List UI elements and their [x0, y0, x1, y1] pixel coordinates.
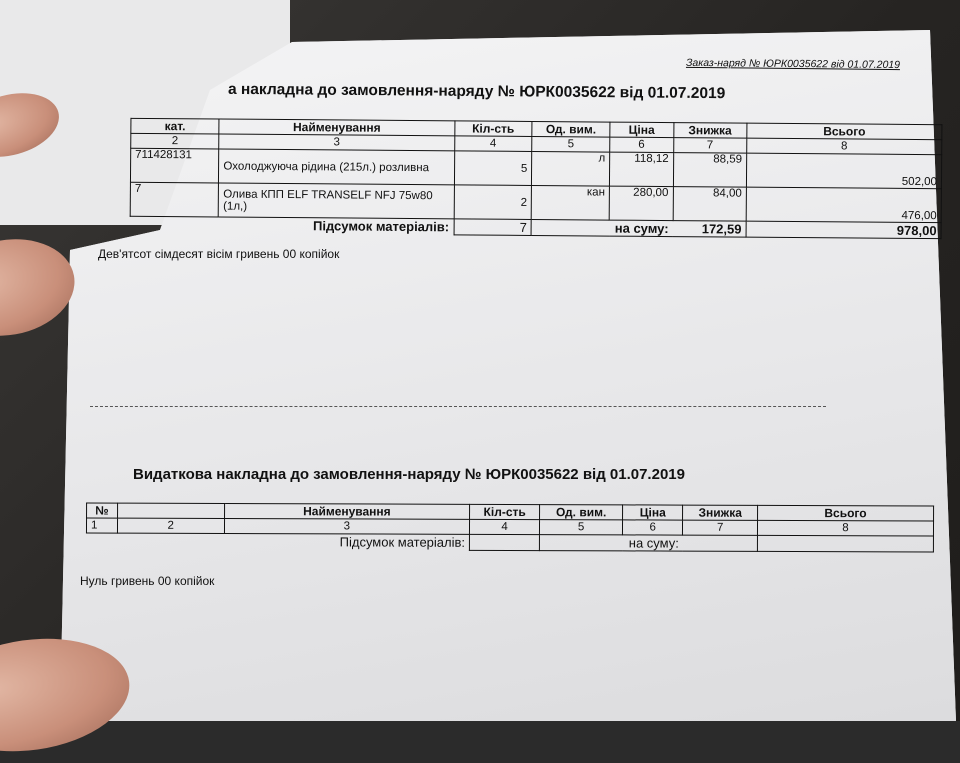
item-price: 280,00 [609, 186, 673, 220]
subtotal-qty: 7 [454, 219, 532, 236]
item-discount: 88,59 [673, 153, 747, 188]
col-price: Ціна [610, 122, 674, 137]
subtotal-row [86, 533, 933, 552]
col-number: 5 [540, 520, 623, 535]
col-discount: Знижка [683, 505, 758, 520]
col-number: 4 [470, 519, 540, 534]
col-name: Найменування [224, 504, 470, 520]
item-qty: 2 [454, 185, 532, 220]
cut-line [90, 406, 826, 407]
item-name: Охолоджуюча рідина (215л.) розливна [219, 149, 454, 185]
sum-label: на суму: [531, 219, 672, 236]
invoice2-table [86, 503, 934, 553]
subtotal-label: Підсумок матеріалів: [339, 534, 466, 551]
col-unit: Од. вим. [540, 505, 623, 520]
item-price: 118,12 [609, 152, 673, 186]
item-qty: 5 [454, 151, 532, 186]
sum-total [757, 535, 933, 552]
col-qty: Кіл-сть [470, 504, 540, 519]
sum-total: 978,00 [746, 221, 941, 239]
col-unit: Од. вим. [532, 121, 610, 137]
col-number: 1 [86, 518, 117, 533]
col-discount: Знижка [673, 123, 747, 139]
col-number: 2 [117, 518, 224, 533]
col-number: 8 [757, 520, 933, 536]
col-number: 6 [610, 137, 674, 152]
invoice1-amount-words: Дев'ятсот сімдесят вісім гривень 00 копійок [98, 247, 340, 261]
col-name: Найменування [219, 119, 454, 136]
col-number: 7 [683, 520, 758, 535]
col-code: кат. [131, 118, 219, 134]
col-number: 3 [219, 134, 454, 151]
col-total: Всього [757, 505, 933, 521]
col-number: 6 [623, 520, 683, 535]
col-number: 2 [131, 133, 219, 149]
col-number: 7 [673, 138, 747, 154]
item-code: 711428131 [130, 148, 219, 183]
item-unit: л [532, 151, 610, 186]
col-qty: Кіл-сть [454, 121, 532, 137]
subtotal-qty [470, 534, 540, 550]
col-number: № [87, 503, 118, 518]
item-code: 7 [130, 182, 219, 217]
col-number: 8 [747, 138, 942, 155]
col-number: 3 [224, 519, 470, 535]
item-name: Олива КПП ELF TRANSELF NFJ 75w80 (1л,) [219, 183, 454, 219]
col-price: Ціна [623, 505, 683, 520]
col-number: 4 [454, 136, 532, 152]
col-total: Всього [747, 123, 942, 140]
item-total: 476,00 [746, 187, 941, 223]
subtotal-label: Підсумок матеріалів: [312, 218, 450, 235]
sum-label: на суму: [540, 535, 683, 552]
sum-discount: 172,59 [673, 221, 747, 238]
item-discount: 84,00 [673, 187, 747, 222]
item-total: 502,00 [746, 153, 941, 189]
invoice1-table [130, 118, 943, 239]
header-ref: Заказ-наряд № ЮРК0035622 від 01.07.2019 [685, 56, 901, 72]
invoice2-amount-words: Нуль гривень 00 копійок [80, 574, 215, 588]
col-code [117, 503, 224, 518]
item-unit: кан [531, 185, 609, 220]
invoice1-title: а накладна до замовлення-наряду № ЮРК0035622 від 01.07.2019 [227, 80, 726, 103]
sum-discount [683, 535, 758, 551]
invoice2-title: Видаткова накладна до замовлення-наряду № ЮРК0035622 від 01.07.2019 [133, 466, 685, 483]
col-number: 5 [532, 136, 610, 152]
